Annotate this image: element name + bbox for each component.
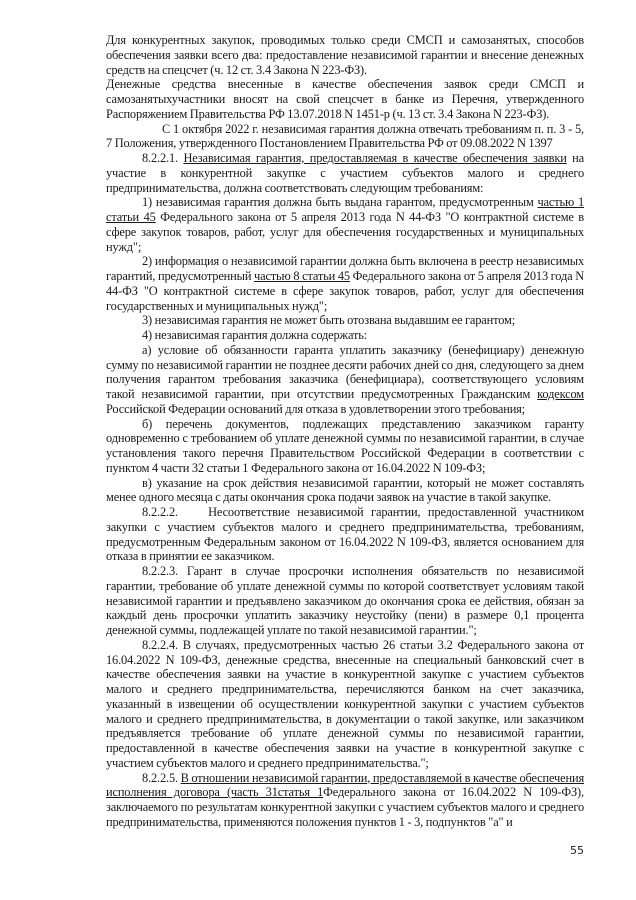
paragraph-oct-2022: С 1 октября 2022 г. независимая гарантия должна отвечать требованиям п. п. 3 - 5, 7 Положения, утвержденного Постановлением Правительства РФ от 09.08.2022 N 1397 <box>106 121 584 151</box>
civil-code-link[interactable]: кодексом <box>537 387 584 401</box>
law-link[interactable]: частью 8 статьи 45 <box>254 269 350 283</box>
paragraph-smsp-deposit: Денежные средства внесенные в качестве обеспечения заявок среди СМСП и самозанятыхучастники вносят на свой спецсчет в банке из Перечня, утвержденного Распоряжением Правительства РФ 13.07.2018 N 1451-р (ч. 13 ст. 3.4 Закона N 223-ФЗ). <box>106 77 584 121</box>
section-8-2-2-4: 8.2.2.4. В случаях, предусмотренных частью 26 статьи 3.2 Федерального закона от 16.04.2022 N 109-ФЗ, денежные средства, внесенные на специальный банковский счет в качестве обеспечения заявки на участие в конкурентной закупке с участием субъектов малого и среднего предпринимательства, перечисляются банком на счет заказчика, указанный в извещении об осуществлении конкурентной закупки с участием субъектов малого и среднего предпринимательства, в документации о такой закупке, или заказчиком предъявляется требование об уплате денежной суммы по независимой гарантии, предоставленной в качестве обеспечения заявки на участие в конкурентной закупке с участием субъектов малого и среднего предпринимательства."; <box>106 637 584 770</box>
list-item-b: б) перечень документов, подлежащих представлению заказчиком гаранту одновременно с требованием об уплате денежной суммы по независимой гарантии, в случае установления такого перечня Правительством Российской Федерации в соответствии с пунктом 4 части 32 статьи 1 Федерального закона от 16.04.2022 N 109-ФЗ; <box>106 416 584 475</box>
list-item-1 <box>106 195 584 254</box>
list-item-2 <box>106 254 584 313</box>
item-text: Российской Федерации оснований для отказа в удовлетворении этого требования; <box>106 401 526 416</box>
list-item-v: в) указание на срок действия независимой гарантии, который не может составлять менее одного месяца с даты окончания срока подачи заявок на участие в такой закупке. <box>106 475 584 505</box>
list-item-3: 3) независимая гарантия не может быть отозвана выдавшим ее гарантом; <box>142 313 515 328</box>
section-8-2-2-3: 8.2.2.3. Гарант в случае просрочки исполнения обязательств по независимой гарантии, требование об уплате денежной суммы по которой соответствует условиям такой независимой гарантии и предъявлено заказчиком до окончания срока ее действия, обязан за каждый день просрочки уплатить заказчику неустойку (пени) в размере 0,1 процента денежной суммы, подлежащей уплате по такой независимой гарантии."; <box>106 564 584 637</box>
section-8-2-2-1 <box>106 151 584 195</box>
section-link[interactable]: В отношении независимой гарантии, предоставляемой в качестве обеспечения исполнения договора (часть 31статья 1 <box>106 770 584 800</box>
section-text: на участие в конкурентной закупке с участием субъектов малого и среднего предпринимательства, должна соответствовать следующим требованиям: <box>106 151 584 195</box>
item-text: а) условие об обязанности гаранта уплатить заказчику (бенефициару) денежную сумму по независимой гарантии не позднее десяти рабочих дней со дня, следующего за днем получения гарантом требования заказчика (бенефициара), соответствующего условиям такой независимой гарантии, при отсутствии предусмотренных Гражданским <box>106 342 584 401</box>
law-link[interactable]: частью 1 статьи 45 <box>106 195 584 224</box>
section-number: 8.2.2.1. <box>142 151 184 165</box>
item-text: 1) независимая гарантия должна быть выдана гарантом, предусмотренным <box>142 195 538 210</box>
document-page <box>106 33 587 830</box>
list-item-4: 4) независимая гарантия должна содержать: <box>142 328 368 342</box>
section-8-2-2-2: 8.2.2.2. Несоответствие независимой гарантии, предоставленной участником закупки с участием субъектов малого и среднего предпринимательства, требованиям, предусмотренным Федеральным законом от 16.04.2022 N 109-ФЗ, является основанием для отказа в принятии ее заказчиком. <box>106 505 587 564</box>
page-number: 55 <box>570 843 584 857</box>
section-link[interactable]: Независимая гарантия, предоставляемая в качестве обеспечения заявки <box>183 151 567 165</box>
item-text: Федерального закона от 5 апреля 2013 года N 44-ФЗ "О контрактной системе в сфере закупок товаров, работ, услуг для обеспечения государственных и муниципальных нужд"; <box>106 269 585 313</box>
item-text: Федерального закона от 5 апреля 2013 года N 44-ФЗ "О контрактной системе в сфере закупок товаров, работ, услуг для обеспечения государственных и муниципальных нужд"; <box>106 210 584 254</box>
list-item-a <box>106 343 584 417</box>
section-text: Федерального закона от 16.04.2022 N 109-ФЗ), заключаемого по результатам конкурентной закупки с участием субъектов малого и среднего предпринимательства, применяются положения пунктов 1 - 3, подпунктов "а" и <box>106 785 584 829</box>
item-text: 2) информация о независимой гарантии должна быть включена в реестр независимых гарантий, предусмотренный <box>106 254 584 283</box>
paragraph-smsp-methods: Для конкурентных закупок, проводимых только среди СМСП и самозанятых, способов обеспечения заявки всего два: предоставление независимой гарантии и внесение денежных средств на спецсчет (ч. 12 ст. 3.4 Закона N 223-ФЗ). <box>106 33 584 77</box>
section-8-2-2-5 <box>106 771 584 830</box>
section-number: 8.2.2.5. <box>142 770 181 785</box>
